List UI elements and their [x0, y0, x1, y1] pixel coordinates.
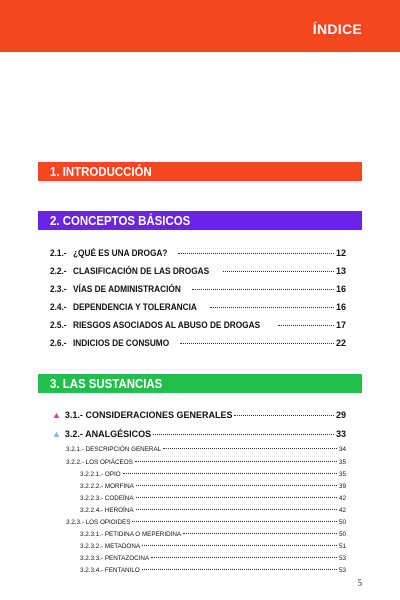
toc-subentry[interactable] — [80, 471, 346, 478]
dot-leader — [163, 448, 337, 449]
toc-entry[interactable] — [52, 410, 346, 420]
toc-entry-number: 2.6.- — [50, 338, 67, 348]
triangle-marker-icon: ▲ — [52, 410, 61, 420]
triangle-marker-icon: ▲ — [52, 429, 61, 439]
toc-entry-title: CONSIDERACIONES GENERALES — [85, 410, 233, 420]
toc-subentry[interactable] — [80, 567, 346, 574]
toc-entry-number: 3.2.- — [64, 429, 83, 439]
toc-entry-title: ANALGÉSICOS — [85, 429, 152, 439]
dot-leader — [223, 271, 334, 272]
toc-entry-title: ¿QUÉ ES UNA DROGA? — [73, 248, 168, 258]
dot-leader — [136, 509, 337, 510]
toc-entry[interactable] — [50, 248, 346, 258]
toc-subentry-page: 50 — [338, 531, 346, 538]
toc-subentry-title: 3.2.3.2.- METADONA — [80, 543, 141, 550]
section-heading-label: 3. LAS SUSTANCIAS — [50, 376, 163, 391]
toc-subentry-page: 39 — [338, 483, 346, 490]
toc-subentry-title: 3.2.2.1.- OPIO — [80, 471, 121, 478]
toc-entry-number: 2.4.- — [50, 302, 67, 312]
toc-entry-page: 22 — [335, 338, 346, 348]
dot-leader — [136, 497, 337, 498]
dot-leader — [178, 253, 334, 254]
toc-entry-title: VÍAS DE ADMINISTRACIÓN — [73, 284, 181, 294]
toc-entry-number: 2.1.- — [50, 248, 67, 258]
header-bar — [0, 0, 400, 52]
toc-subentry[interactable] — [80, 531, 346, 538]
page-number: 5 — [357, 578, 362, 588]
toc-entry[interactable] — [50, 266, 346, 276]
dot-leader — [183, 533, 337, 534]
toc-entry-page: 16 — [335, 284, 346, 294]
toc-subentry-page: 35 — [338, 459, 346, 466]
toc-subentry[interactable] — [80, 483, 346, 490]
toc-entry-page: 29 — [335, 410, 346, 420]
toc-subentry-title: 3.2.1.- DESCRIPCIÓN GENERAL — [66, 446, 162, 453]
dot-leader — [142, 569, 337, 570]
toc-subentry[interactable] — [80, 495, 346, 502]
toc-entry-title: CLASIFICACIÓN DE LAS DROGAS — [73, 266, 210, 276]
toc-subentry-page: 42 — [338, 507, 346, 514]
toc-subentry-page: 35 — [338, 471, 346, 478]
dot-leader — [234, 415, 334, 416]
toc-subentry-page: 53 — [338, 567, 346, 574]
dot-leader — [278, 325, 334, 326]
dot-leader — [135, 461, 337, 462]
dot-leader — [153, 434, 334, 435]
toc-subentry[interactable] — [66, 519, 346, 526]
section-heading-introduccion[interactable] — [38, 162, 362, 181]
toc-subentry-title: 3.2.2.3.- CODEÍNA — [80, 495, 134, 502]
toc-entry-number: 3.1.- — [64, 410, 83, 420]
dot-leader — [136, 485, 337, 486]
toc-subentry[interactable] — [80, 507, 346, 514]
dot-leader — [132, 521, 337, 522]
toc-subentry-title: 3.2.3.4.- FENTANILO — [80, 567, 140, 574]
toc-subentry[interactable] — [80, 543, 346, 550]
toc-entry-title: INDICIOS DE CONSUMO — [73, 338, 170, 348]
toc-subentry-title: 3.2.2.- LOS OPIÁCEOS — [66, 459, 133, 466]
toc-subentry-page: 51 — [338, 543, 346, 550]
header-title: ÍNDICE — [312, 21, 362, 37]
toc-entry-page: 13 — [335, 266, 346, 276]
toc-subentry-page: 42 — [338, 495, 346, 502]
dot-leader — [192, 289, 334, 290]
dot-leader — [151, 557, 337, 558]
toc-entry-page: 12 — [335, 248, 346, 258]
toc-entry-number: 2.2.- — [50, 266, 67, 276]
toc-entry-number: 2.5.- — [50, 320, 67, 330]
toc-subentry-page: 53 — [338, 555, 346, 562]
toc-entry-page: 16 — [335, 302, 346, 312]
section-heading-label: 1. INTRODUCCIÓN — [50, 164, 152, 179]
dot-leader — [210, 307, 334, 308]
toc-subentry-title: 3.2.2.4.- HEROÍNA — [80, 507, 134, 514]
toc-subentry-title: 3.2.3.3.- PENTAZOCINA — [80, 555, 150, 562]
toc-entry-page: 33 — [335, 429, 346, 439]
section-heading-conceptos-basicos[interactable] — [38, 211, 362, 230]
toc-entry-number: 2.3.- — [50, 284, 67, 294]
toc-subentry[interactable] — [80, 555, 346, 562]
toc-subentry-title: 3.2.3.- LOS OPIOIDES — [66, 519, 131, 526]
toc-entry[interactable] — [50, 302, 346, 312]
toc-entry[interactable] — [50, 284, 346, 294]
toc-subentry-title: 3.2.3.1.- PETIDINA O MEPERIDINA — [80, 531, 182, 538]
toc-entry-page: 17 — [335, 320, 346, 330]
toc-subentry-page: 50 — [338, 519, 346, 526]
dot-leader — [180, 343, 334, 344]
toc-subentry-page: 34 — [338, 446, 346, 453]
toc-entry[interactable] — [50, 338, 346, 348]
toc-entry[interactable] — [52, 429, 346, 439]
toc-entry-title: RIESGOS ASOCIADOS AL ABUSO DE DROGAS — [73, 320, 261, 330]
dot-leader — [142, 545, 337, 546]
section-heading-las-sustancias[interactable] — [38, 374, 362, 393]
toc-entry[interactable] — [50, 320, 346, 330]
dot-leader — [123, 473, 337, 474]
toc-entry-title: DEPENDENCIA Y TOLERANCIA — [73, 302, 197, 312]
section-heading-label: 2. CONCEPTOS BÁSICOS — [50, 213, 191, 228]
toc-subentry[interactable] — [66, 459, 346, 466]
toc-subentry-title: 3.2.2.2.- MORFINA — [80, 483, 134, 490]
toc-subentry[interactable] — [66, 446, 346, 453]
